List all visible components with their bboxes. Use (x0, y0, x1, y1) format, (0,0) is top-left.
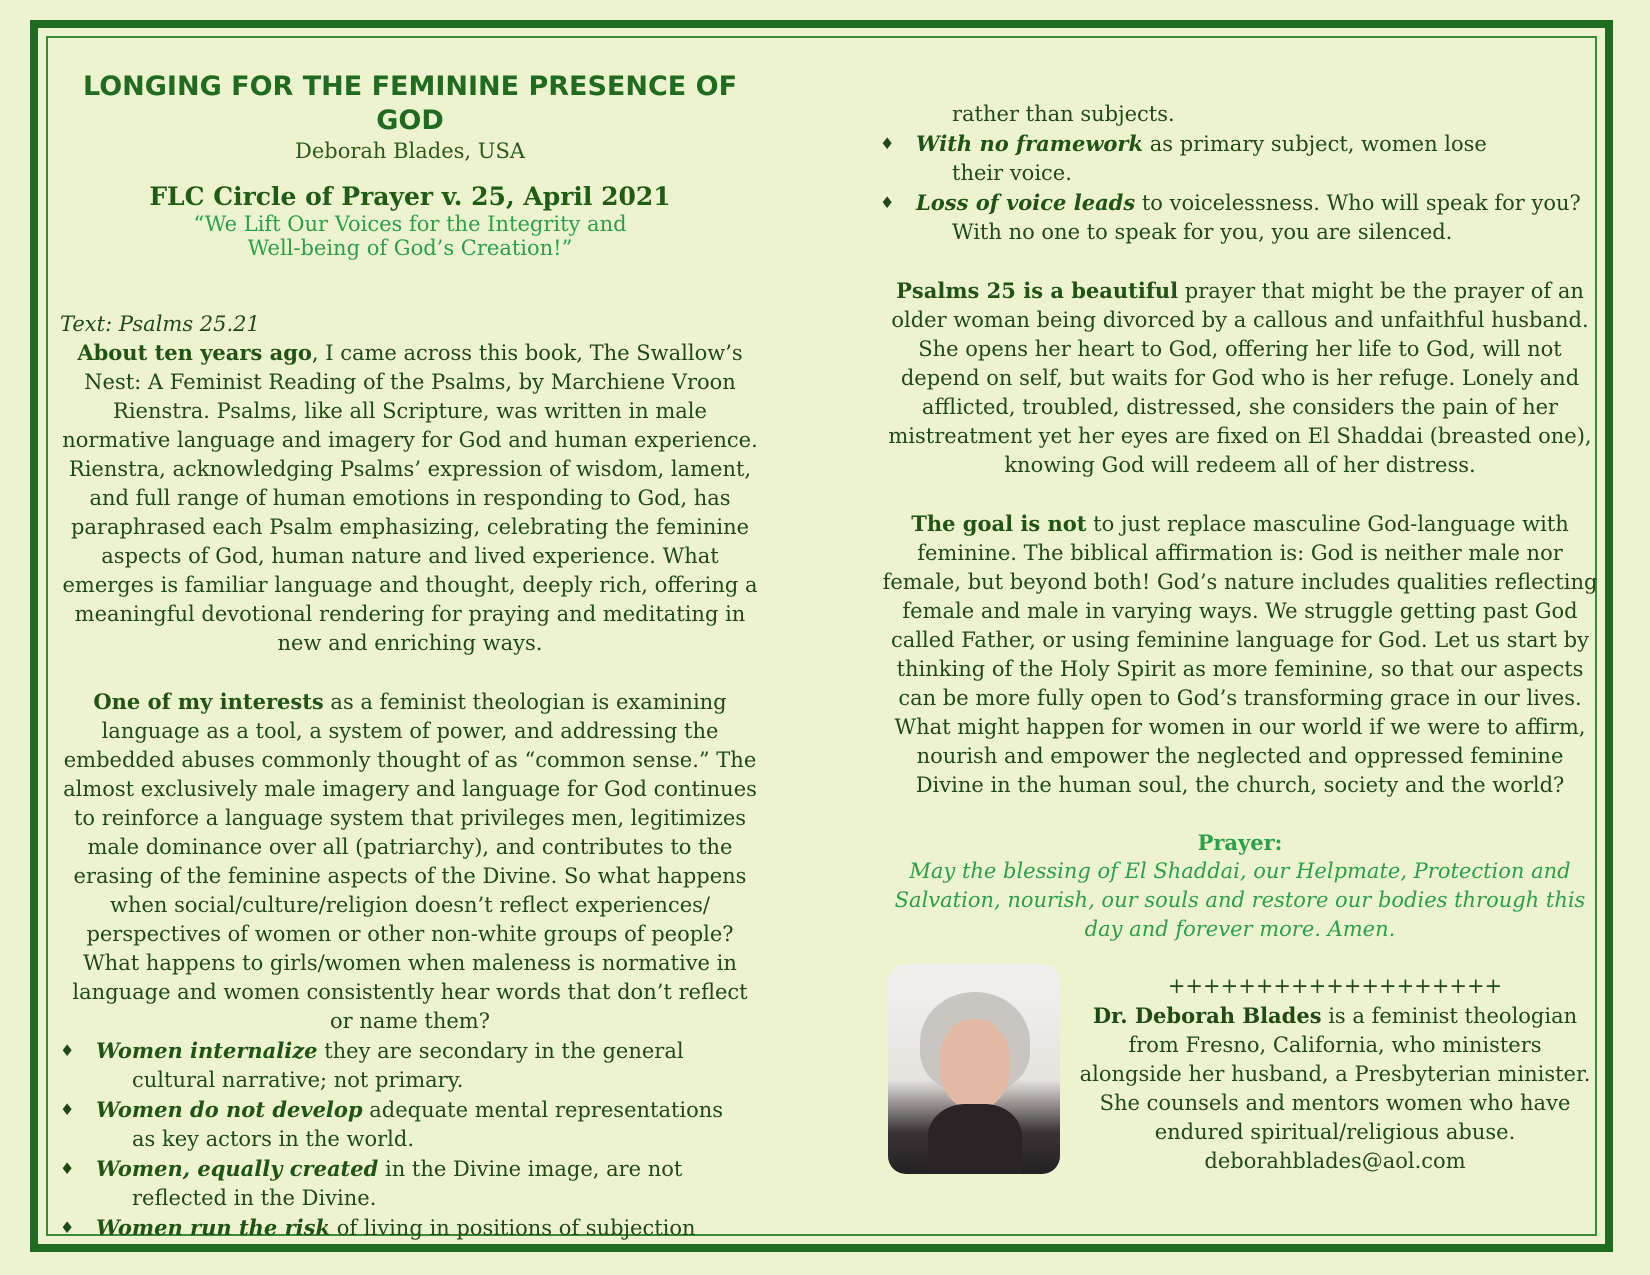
scripture-reference: Text: Psalms 25.21 (60, 312, 260, 336)
list-item: ♦ Loss of voice leads to voicelessness. Who will speak for you? With no one to speak for you, you are silenced. (880, 190, 1581, 244)
author-bio (1075, 972, 1595, 1176)
paragraph-2 (60, 687, 760, 1036)
paragraph-1-lead: About ten years ago (77, 340, 312, 365)
bio-name: Dr. Deborah Blades (1092, 1003, 1322, 1028)
prayer-text: May the blessing of El Shaddai, our Helpmate, Protection and Salvation, nourish, our souls and restore our bodies through this day and forever more. Amen. (894, 859, 1586, 941)
author-photo (888, 964, 1060, 1174)
list-item: ♦ With no framework as primary subject, women lose their voice. (880, 131, 1487, 185)
diamond-bullet-icon: ♦ (60, 1100, 75, 1119)
motto-line-1: “We Lift Our Voices for the Integrity and (193, 212, 627, 236)
right-column (880, 100, 1600, 1194)
bullet-continuation: rather than subjects. (952, 102, 1175, 126)
separator-line: +++++++++++++++++++ (1167, 974, 1503, 998)
motto-line-2: Well-being of God’s Creation!” (247, 236, 573, 260)
diamond-bullet-icon: ♦ (60, 1041, 75, 1060)
right-bullet-list (880, 129, 1600, 247)
paragraph-2-text: as a feminist theologian is examining language as a tool, a system of power, and addressing the embedded abuses commonly thought of as “common sense.” The almost exclusively male imagery and language for God continues to reinforce a language system that privileges men, legitimizes male dominance over all (patriarchy), and contributes to the erasing of the feminine aspects of the Divine. So what happens when social/culture/religion doesn’t reflect experiences/ perspectives of women or other non-white groups of people? What happens to girls/women when maleness is normative in language and women consistently hear words that don’t reflect or name them? (63, 690, 757, 1033)
paragraph-2-lead: One of my interests (93, 689, 324, 714)
article-title: LONGING FOR THE FEMININE PRESENCE OF GOD (82, 71, 738, 136)
publication-line: FLC Circle of Prayer v. 25, April 2021 (149, 182, 671, 211)
author-line: Deborah Blades, USA (294, 139, 526, 163)
diamond-bullet-icon: ♦ (880, 193, 895, 212)
paragraph-4: The goal is not to just replace masculine God-language with feminine. The biblical affirmation is: God is neither male nor female, but beyond both! God’s nature includes qualities reflecting female and male in varying ways. We struggle getting past God called Father, or using feminine language for God. Let us start by thinking of the Holy Spirit as more feminine, so that our aspects can be more fully open to God’s transforming grace in our lives. What might happen for women in our world if we were to affirm, nourish and empower the neglected and oppressed feminine Divine in the human soul, the church, society and the world? (882, 511, 1598, 797)
author-bio-section (880, 964, 1600, 1194)
list-item: ♦ Women internalize they are secondary in the general cultural narrative; not primary. (60, 1038, 684, 1092)
prayer-heading: Prayer: (1197, 830, 1283, 855)
motto (60, 212, 760, 260)
paragraph-1-text: , I came across this book, The Swallow’s Nest: A Feminist Reading of the Psalms, by Marchiene Vroon Rienstra. Psalms, like all Scripture, was written in male normative language and imagery for God and human experience. Rienstra, acknowledging Psalms’ expression of wisdom, lament, and full range of human emotions in responding to God, has paraphrased each Psalm emphasizing, celebrating the feminine aspects of God, human nature and lived experience. What emerges is familiar language and thought, deeply rich, offering a meaningful devotional rendering for praying and meditating in new and enriching ways. (62, 341, 758, 655)
diamond-bullet-icon: ♦ (880, 134, 895, 153)
bio-text: is a feminist theologian from Fresno, California, who ministers alongside her husband, a Presbyterian minister. She counsels and mentors women who have endured spiritual/religious abuse. (1079, 1004, 1591, 1144)
diamond-bullet-icon: ♦ (60, 1218, 75, 1237)
author-email: deborahblades@aol.com (1204, 1149, 1466, 1173)
paragraph-1 (60, 338, 760, 658)
left-bullet-list (60, 1036, 760, 1243)
diamond-bullet-icon: ♦ (60, 1159, 75, 1178)
list-item: ♦ Women run the risk of living in positions of subjection (60, 1215, 696, 1240)
list-item: ♦ Women, equally created in the Divine image, are not reflected in the Divine. (60, 1156, 683, 1210)
paragraph-3: Psalms 25 is a beautiful prayer that might be the prayer of an older woman being divorced by a callous and unfaithful husband. She opens her heart to God, offering her life to God, will not depend on self, but waits for God who is her refuge. Lonely and afflicted, troubled, distressed, she considers the pain of her mistreatment yet her eyes are fixed on El Shaddai (breasted one), knowing God will redeem all of her distress. (888, 278, 1592, 477)
left-column (60, 70, 760, 1243)
list-item: ♦ Women do not develop adequate mental representations as key actors in the world. (60, 1097, 724, 1151)
